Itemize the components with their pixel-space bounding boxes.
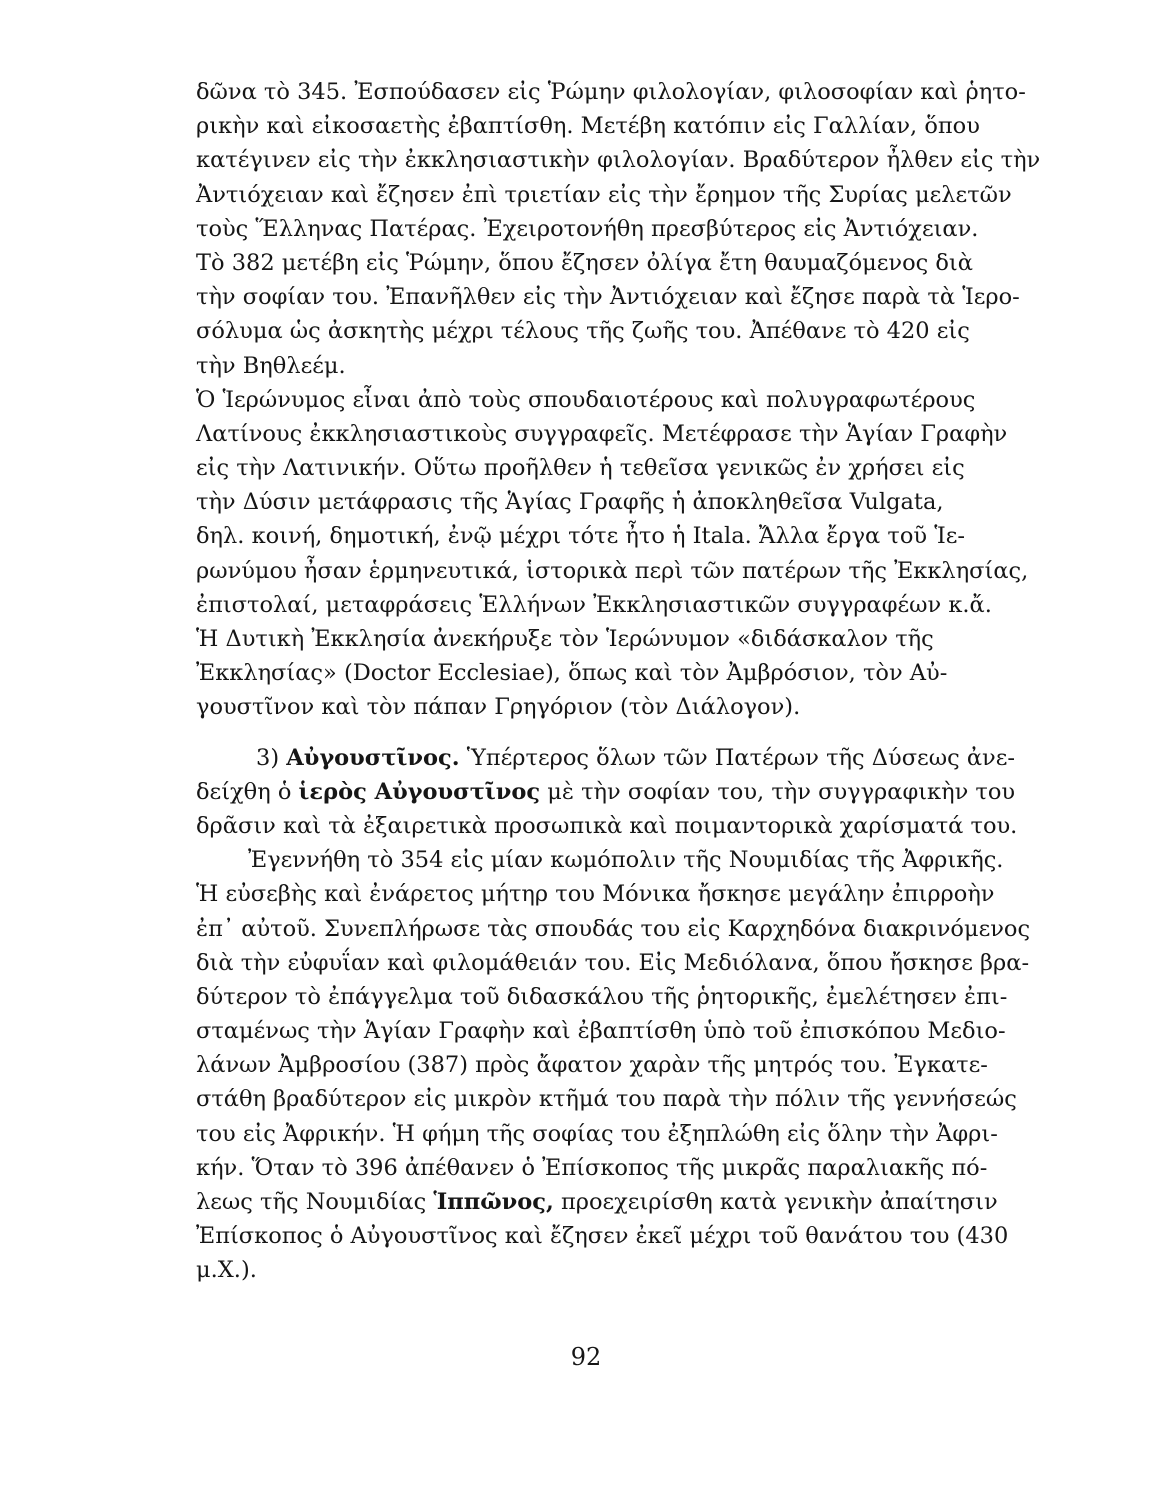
text-line: ρικὴν καὶ εἰκοσαετὴς ἐβαπτίσθη. Μετέβη κατόπιν εἰς Γαλλίαν, ὅπου (196, 113, 980, 140)
text-line: τοὺς Ἕλληνας Πατέρας. Ἐχειροτονήθη πρεσβύτερος εἰς Ἀντιόχειαν. (196, 215, 979, 242)
text-line: στάθη βραδύτερον εἰς μικρὸν κτῆμά του παρὰ τὴν πόλιν τῆς γεννήσεώς (196, 1086, 1017, 1113)
paragraph-augustine-biography (196, 843, 1032, 1287)
text-line: ρωνύμου ἦσαν ἑρμηνευτικά, ἱστορικὰ περὶ τῶν πατέρων τῆς Ἐκκλησίας, (196, 557, 1029, 584)
text-line: τὴν Βηθλεέμ. (196, 352, 346, 379)
text-line: εἰς τὴν Λατινικήν. Οὕτω προῆλθεν ἡ τεθεῖσα γενικῶς ἐν χρήσει εἰς (196, 455, 965, 482)
page-number: 92 (570, 1343, 602, 1371)
text-line: Ἐκκλησίας» (Doctor Ecclesiae), ὅπως καὶ τὸν Ἀμβρόσιον, τὸν Αὐ- (196, 660, 948, 687)
text-line: δύτερον τὸ ἐπάγγελμα τοῦ διδασκάλου τῆς ῥητορικῆς, ἐμελέτησεν ἐπι- (196, 983, 1008, 1010)
text-line: τὴν Δύσιν μετάφρασις τῆς Ἁγίας Γραφῆς ἡ ἀποκληθεῖσα Vulgata, (196, 489, 944, 516)
bold-term: ἱερὸς Αὐγουστῖνος (298, 778, 541, 805)
paragraph-jerome-doctor (196, 622, 1032, 725)
text-fragment: μὲ τὴν σοφίαν του, τὴν συγγραφικὴν του (547, 778, 1016, 805)
text-line: δηλ. κοινή, δημοτική, ἐνῷ μέχρι τότε ἦτο ἡ Itala. Ἄλλα ἔργα τοῦ Ἱε- (196, 523, 966, 550)
text-line: διὰ τὴν εὐφυΐαν καὶ φιλομάθειάν του. Εἰς Μεδιόλανα, ὅπου ἤσκησε βρα- (196, 949, 1030, 976)
bold-term: Ἱππῶνος, (433, 1189, 554, 1215)
page-body-text (196, 75, 1041, 1288)
text-line: Ἐπίσκοπος ὁ Αὐγουστῖνος καὶ ἔζησεν ἐκεῖ μέχρι τοῦ θανάτου του (430 (196, 1223, 1009, 1250)
paragraph-jerome-biography (196, 75, 1041, 383)
text-line: ἐπιστολαί, μεταφράσεις Ἑλλήνων Ἐκκλησιαστικῶν συγγραφέων κ.ἄ. (196, 591, 992, 618)
text-fragment: προεχειρίσθη κατὰ γενικὴν ἀπαίτησιν (560, 1189, 998, 1215)
section-augustine (196, 741, 1032, 844)
section-heading-line (196, 741, 1032, 775)
text-line: τὴν σοφίαν του. Ἐπανῆλθεν εἰς τὴν Ἀντιόχειαν καὶ ἔζησε παρὰ τὰ Ἱερο- (196, 284, 1020, 311)
text-line: Ἐγεννήθη τὸ 354 εἰς μίαν κωμόπολιν τῆς Νουμιδίας τῆς Ἀφρικῆς. (248, 847, 1004, 874)
text-line: Ὁ Ἱερώνυμος εἶναι ἀπὸ τοὺς σπουδαιοτέρους καὶ πολυγραφωτέρους (196, 386, 976, 413)
text-line: δρᾶσιν καὶ τὰ ἐξαιρετικὰ προσωπικὰ καὶ ποιμαντορικὰ χαρίσματά του. (196, 812, 1018, 839)
section-heading: Αὐγουστῖνος. (286, 744, 460, 771)
text-line: ἐπ᾽ αὐτοῦ. Συνεπλήρωσε τὰς σπουδάς του εἰς Καρχηδόνα διακρινόμενος (196, 915, 1031, 942)
section-spacer (196, 725, 1032, 741)
text-line: Τὸ 382 μετέβη εἰς Ῥώμην, ὅπου ἔζησεν ὀλίγα ἔτη θαυμαζόμενος διὰ (196, 249, 973, 276)
text-line: λάνων Ἀμβροσίου (387) πρὸς ἄφατον χαρὰν τῆς μητρός του. Ἐγκατε- (196, 1052, 988, 1079)
text-line: Ἡ Δυτικὴ Ἐκκλησία ἀνεκήρυξε τὸν Ἱερώνυμον «διδάσκαλον τῆς (196, 626, 934, 652)
text-fragment: δείχθη ὁ (196, 778, 292, 805)
text-line: κατέγινεν εἰς τὴν ἐκκλησιαστικὴν φιλολογίαν. Βραδύτερον ἦλθεν εἰς τὴν (196, 147, 1041, 174)
text-line: Ἡ εὐσεβὴς καὶ ἐνάρετος μήτηρ του Μόνικα ἤσκησε μεγάλην ἐπιρροὴν (196, 881, 995, 908)
text-line: σταμένως τὴν Ἁγίαν Γραφὴν καὶ ἐβαπτίσθη ὑπὸ τοῦ ἐπισκόπου Μεδιο- (196, 1018, 1006, 1045)
text-line: γουστῖνον καὶ τὸν πάπαν Γρηγόριον (τὸν Διάλογον). (196, 694, 801, 721)
text-fragment: λεως τῆς Νουμιδίας (196, 1189, 427, 1215)
text-line: μ.Χ.). (196, 1257, 257, 1284)
section-number: 3) (256, 744, 280, 771)
text-line (196, 1185, 1032, 1219)
section-intro-text: Ὑπέρτερος ὅλων τῶν Πατέρων τῆς Δύσεως ἀνε- (466, 744, 1015, 771)
text-line: δῶνα τὸ 345. Ἐσπούδασεν εἰς Ῥώμην φιλολογίαν, φιλοσοφίαν καὶ ῥητο- (196, 79, 1026, 105)
text-line: κήν. Ὅταν τὸ 396 ἀπέθανεν ὁ Ἐπίσκοπος τῆς μικρᾶς παραλιακῆς πό- (196, 1154, 988, 1181)
text-line: σόλυμα ὡς ἀσκητὴς μέχρι τέλους τῆς ζωῆς του. Ἀπέθανε τὸ 420 εἰς (196, 318, 970, 345)
text-line (196, 775, 1032, 809)
text-line: του εἰς Ἀφρικήν. Ἡ φήμη τῆς σοφίας του ἐξηπλώθη εἰς ὅλην τὴν Ἀφρι- (196, 1120, 998, 1147)
paragraph-jerome-works (196, 383, 1032, 622)
text-line: Ἀντιόχειαν καὶ ἔζησεν ἐπὶ τριετίαν εἰς τὴν ἔρημον τῆς Συρίας μελετῶν (196, 181, 1012, 208)
text-line: Λατίνους ἐκκλησιαστικοὺς συγγραφεῖς. Μετέφρασε τὴν Ἁγίαν Γραφὴν (196, 420, 1008, 447)
